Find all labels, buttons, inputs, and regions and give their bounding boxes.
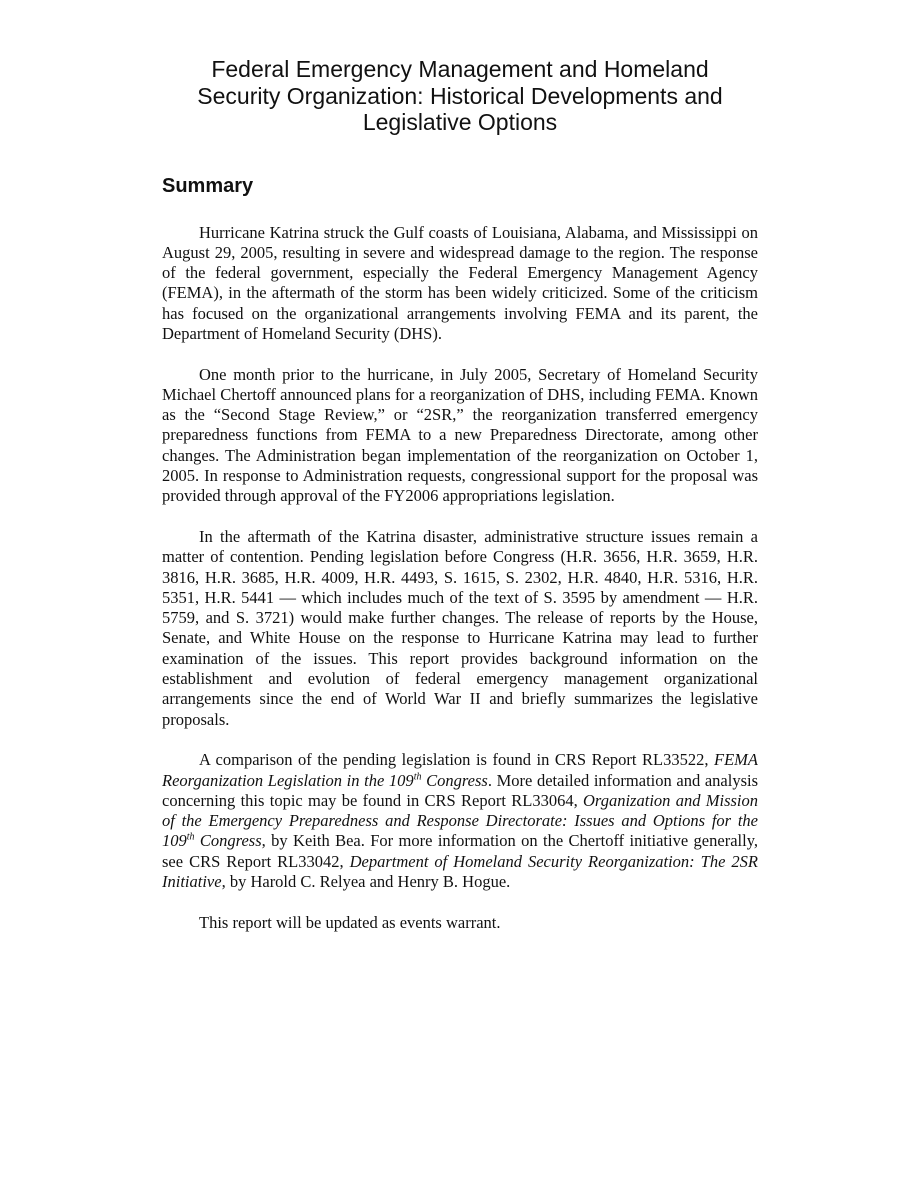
p4-superscript-2: th <box>186 831 195 843</box>
document-title <box>162 56 758 136</box>
title-line-1: Federal Emergency Management and Homeland <box>211 56 709 82</box>
paragraph-4 <box>162 750 758 892</box>
p4-superscript-1: th <box>413 771 422 783</box>
p4-citation-2-b: Congress <box>194 831 262 851</box>
summary-heading: Summary <box>162 174 254 197</box>
p4-citation-3: Department of Homeland Security Reorganization: The 2SR Initiative <box>162 851 758 891</box>
paragraph-5: This report will be updated as events warrant. <box>199 912 501 932</box>
document-page <box>162 56 758 933</box>
title-line-3: Legislative Options <box>362 109 558 135</box>
p4-text-1: A comparison of the pending legislation is found in CRS Report RL33522, <box>199 750 715 770</box>
p4-text-2: . More detailed information and analysis concerning this topic may be found in CRS Report RL33064, <box>162 770 758 810</box>
p4-text-3: , by Keith Bea. For more information on the Chertoff initiative generally, see CRS Report RL33042, <box>162 831 758 871</box>
paragraph-2: One month prior to the hurricane, in July 2005, Secretary of Homeland Security Michael Chertoff announced plans for a reorganization of DHS, including FEMA. Known as the “Second Stage Review,” or “2SR,” the reorganization transferred emergency preparedness functions from FEMA to a new Preparedness Directorate, among other changes. The Administration began implementation of the reorganization on October 1, 2005. In response to Administration requests, congressional support for the proposal was provided through approval of the FY2006 appropriations legislation. <box>162 364 758 506</box>
p4-text-4: , by Harold C. Relyea and Henry B. Hogue. <box>221 872 511 891</box>
p4-citation-2-a: Organization and Mission of the Emergency Preparedness and Response Directorate: Issues and Options for the 109 <box>162 790 759 851</box>
p4-citation-1-b: Congress <box>421 770 488 790</box>
title-line-2: Security Organization: Historical Developments and <box>197 82 723 109</box>
p4-citation-1-a: FEMA Reorganization Legislation in the 109 <box>162 750 758 790</box>
paragraph-3: In the aftermath of the Katrina disaster, administrative structure issues remain a matter of contention. Pending legislation before Congress (H.R. 3656, H.R. 3659, H.R. 3816, H.R. 3685, H.R. 4009, H.R. 4493, S. 1615, S. 2302, H.R. 4840, H.R. 5316, H.R. 5351, H.R. 5441 — which includes much of the text of S. 3595 by amendment — H.R. 5759, and S. 3721) would make further changes. The release of reports by the House, Senate, and White House on the response to Hurricane Katrina may lead to further examination of the issues. This report provides background information on the establishment and evolution of federal emergency management organizational arrangements since the end of World War II and briefly summarizes the legislative proposals. <box>162 526 758 729</box>
paragraph-1: Hurricane Katrina struck the Gulf coasts of Louisiana, Alabama, and Mississippi on August 29, 2005, resulting in severe and widespread damage to the region. The response of the federal government, especially the Federal Emergency Management Agency (FEMA), in the aftermath of the storm has been widely criticized. Some of the criticism has focused on the organizational arrangements involving FEMA and its parent, the Department of Homeland Security (DHS). <box>162 222 758 343</box>
